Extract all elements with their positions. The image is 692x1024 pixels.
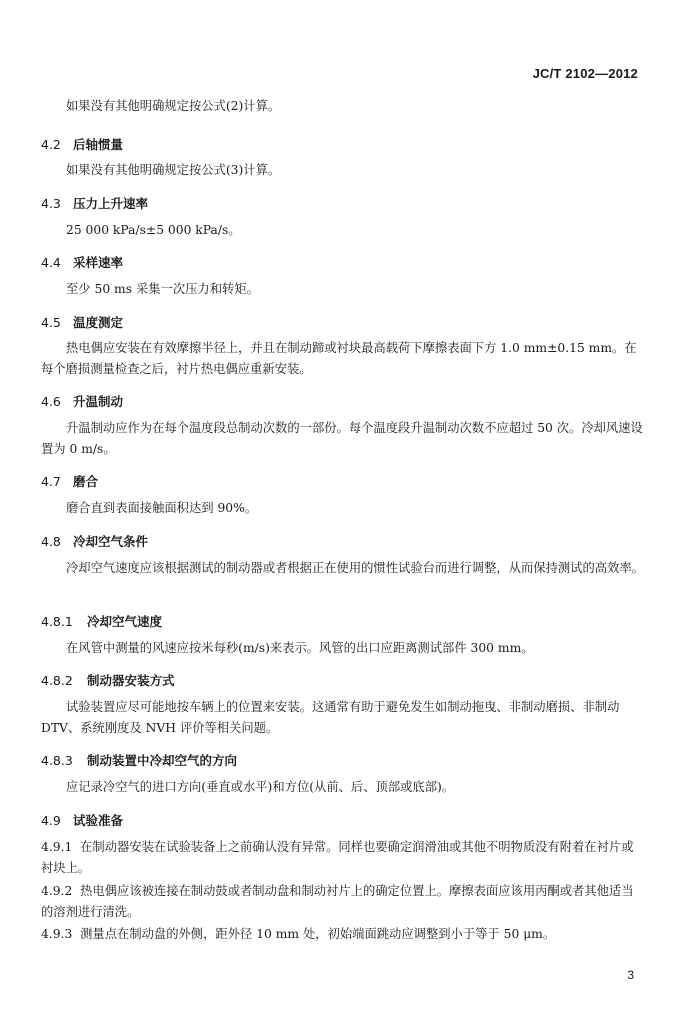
section-4-5-body: 热电偶应安装在有效摩擦半径上，并且在制动蹄或衬块最高载荷下摩擦表面下方 1.0 mm±0.15 mm。在每个磨损测量检查之后，衬片热电偶应重新安装。 — [41, 341, 637, 376]
section-4-5-heading — [41, 313, 123, 331]
clause-text: 热电偶应该被连接在制动鼓或者制动盘和制动衬片上的确定位置上。摩擦表面应该用丙酮或者其他适当的溶剂进行清洗。 — [41, 884, 634, 919]
section-number: 4.9 — [41, 813, 61, 828]
section-4-7-heading — [41, 472, 98, 490]
section-4-8-2-heading — [41, 671, 175, 689]
section-4-4-heading — [41, 253, 123, 271]
section-4-9-heading — [41, 811, 123, 829]
clause-number: 4.9.3 — [41, 927, 73, 941]
section-4-8-3-heading — [41, 751, 237, 769]
standard-number: JC/T 2102—2012 — [532, 66, 638, 81]
page-number: 3 — [627, 968, 634, 982]
clause-number: 4.9.1 — [41, 840, 73, 854]
section-4-8-body: 冷却空气速度应该根据测试的制动器或者根据正在使用的惯性试验台而进行调整，从而保持测试的高效率。 — [66, 561, 644, 575]
section-number: 4.4 — [41, 255, 61, 270]
clause-number: 4.9.2 — [41, 884, 73, 898]
section-4-3-body: 25 000 kPa/s±5 000 kPa/s。 — [66, 223, 241, 237]
section-number: 4.2 — [41, 137, 61, 152]
section-number: 4.7 — [41, 474, 61, 489]
section-4-6-heading — [41, 392, 123, 410]
section-title: 冷却空气条件 — [73, 534, 149, 549]
section-4-2-body: 如果没有其他明确规定按公式(3)计算。 — [66, 163, 281, 177]
section-number: 4.8.2 — [41, 673, 73, 688]
clause-4-9-3 — [41, 924, 645, 945]
section-title: 试验准备 — [73, 813, 124, 828]
clause-4-9-2 — [41, 881, 645, 923]
section-title: 采样速率 — [73, 255, 124, 270]
section-number: 4.6 — [41, 394, 61, 409]
section-4-8-heading — [41, 532, 148, 550]
section-number: 4.3 — [41, 196, 61, 211]
section-title: 制动器安装方式 — [87, 673, 175, 688]
section-4-8-2-body: 试验装置应尽可能地按车辆上的位置来安装。这通常有助于避免发生如制动拖曳、非制动磨损、非制动 DTV、系统刚度及 NVH 评价等相关问题。 — [41, 700, 620, 735]
section-title: 磨合 — [73, 474, 99, 489]
intro-paragraph: 如果没有其他明确规定按公式(2)计算。 — [66, 99, 281, 113]
section-number: 4.5 — [41, 315, 61, 330]
section-title: 温度测定 — [73, 315, 124, 330]
section-4-8-3-body: 应记录冷空气的进口方向(垂直或水平)和方位(从前、后、顶部或底部)。 — [66, 780, 455, 794]
section-title: 后轴惯量 — [73, 137, 124, 152]
section-title: 冷却空气速度 — [87, 614, 163, 629]
clause-4-9-1 — [41, 837, 645, 879]
section-4-8-1-heading — [41, 612, 162, 630]
section-title: 制动装置中冷却空气的方向 — [87, 753, 238, 768]
section-number: 4.8.1 — [41, 614, 73, 629]
section-4-3-heading — [41, 194, 148, 212]
section-4-8-1-body: 在风管中测量的风速应按米每秒(m/s)来表示。风管的出口应距离测试部件 300 mm。 — [66, 641, 534, 655]
section-4-7-body: 磨合直到表面接触面积达到 90%。 — [66, 501, 258, 515]
section-number: 4.8 — [41, 534, 61, 549]
clause-text: 在制动器安装在试验装备上之前确认没有异常。同样也要确定润滑油或其他不明物质没有附着在衬片或衬块上。 — [41, 840, 634, 875]
clause-text: 测量点在制动盘的外侧，距外径 10 mm 处，初始端面跳动应调整到小于等于 50 μm。 — [80, 927, 556, 941]
section-title: 压力上升速率 — [73, 196, 149, 211]
section-4-2-heading — [41, 135, 123, 153]
section-4-6-body: 升温制动应作为在每个温度段总制动次数的一部份。每个温度段升温制动次数不应超过 50 次。冷却风速设置为 0 m/s。 — [41, 421, 643, 456]
section-number: 4.8.3 — [41, 753, 73, 768]
section-4-4-body: 至少 50 ms 采集一次压力和转矩。 — [66, 282, 259, 296]
section-title: 升温制动 — [73, 394, 124, 409]
